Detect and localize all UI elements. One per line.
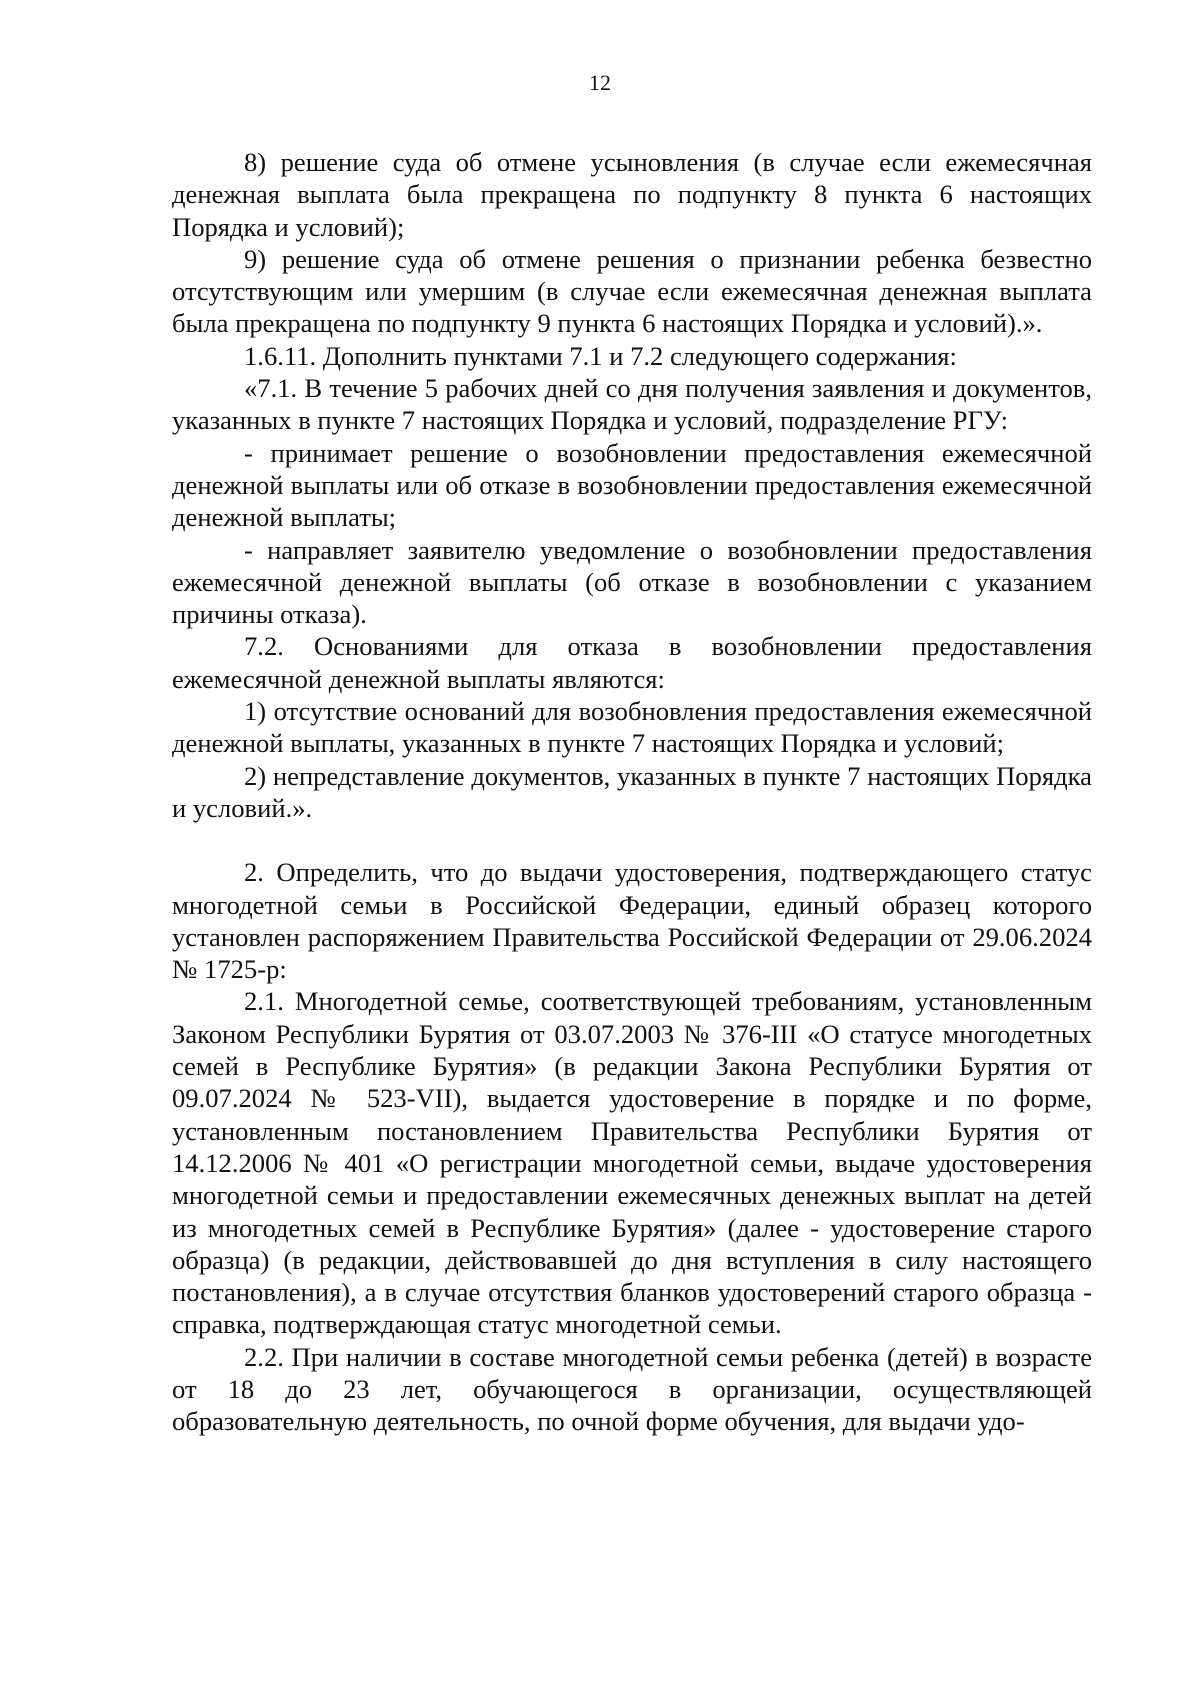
paragraph-7-2: 7.2. Основаниями для отказа в возобновлении предоставления ежемесячной денежной выплаты являются: [172,631,1092,694]
document-body [172,146,1092,1438]
page-number: 12 [589,70,611,95]
paragraph-2: 2. Определить, что до выдачи удостоверения, подтверждающего статус многодетной семьи в Российской Федерации, единый образец которого установлен распоряжением Правительства Российской Федерации от 29.06.2024 № 1725-р: [172,857,1092,985]
paragraph-2-1: 2.1. Многодетной семье, соответствующей требованиям, установленным Законом Республики Бурятия от 03.07.2003 № 376-III «О статусе многодетных семей в Республике Бурятия» (в редакции Закона Республики Бурятия от 09.07.2024 № 523-VII), выдается удостоверение в порядке и по форме, установленным постановлением Правительства Республики Бурятия от 14.12.2006 № 401 «О регистрации многодетной семьи, выдаче удостоверения многодетной семьи и предоставлении ежемесячных денежных выплат на детей из многодетных семей в Республике Бурятия» (далее - удостоверение старого образца) (в редакции, действовавшей до дня вступления в силу настоящего постановления), а в случае отсутствия бланков удостоверений старого образца - справка, подтверждающая статус многодетной семьи. [172,986,1092,1340]
paragraph-7-2-item-2: 2) непредставление документов, указанных в пункте 7 настоящих Порядка и условий.». [172,760,1092,823]
paragraph-gap [172,824,1092,856]
paragraph-7-2-item-1: 1) отсутствие оснований для возобновления предоставления ежемесячной денежной выплаты, указанных в пункте 7 настоящих Порядка и условий; [172,696,1092,759]
paragraph-7-1: «7.1. В течение 5 рабочих дней со дня получения заявления и документов, указанных в пункте 7 настоящих Порядка и условий, подразделение РГУ: [172,373,1092,436]
paragraph-1-6-11: 1.6.11. Дополнить пунктами 7.1 и 7.2 следующего содержания: [244,340,957,371]
paragraph-9-court-missing: 9) решение суда об отмене решения о признании ребенка безвестно отсутствующим или умершим (в случае если ежемесячная денежная выплата была прекращена по подпункту 9 пункта 6 настоящих Порядка и условий).». [172,243,1092,339]
paragraph-2-2: 2.2. При наличии в составе многодетной семьи ребенка (детей) в возрасте от 18 до 23 лет, обучающегося в организации, осуществляющей образовательную деятельность, по очной форме обучения, для выдачи удо- [172,1341,1092,1437]
paragraph-dash-decision: - принимает решение о возобновлении предоставления ежемесячной денежной выплаты или об отказе в возобновлении предоставления ежемесячной денежной выплаты; [172,437,1092,533]
paragraph-dash-notice: - направляет заявителю уведомление о возобновлении предоставления ежемесячной денежной выплаты (об отказе в возобновлении с указанием причины отказа). [172,534,1092,630]
paragraph-8-court-adoption: 8) решение суда об отмене усыновления (в случае если ежемесячная денежная выплата была прекращена по подпункту 8 пункта 6 настоящих Порядка и условий); [172,147,1092,242]
